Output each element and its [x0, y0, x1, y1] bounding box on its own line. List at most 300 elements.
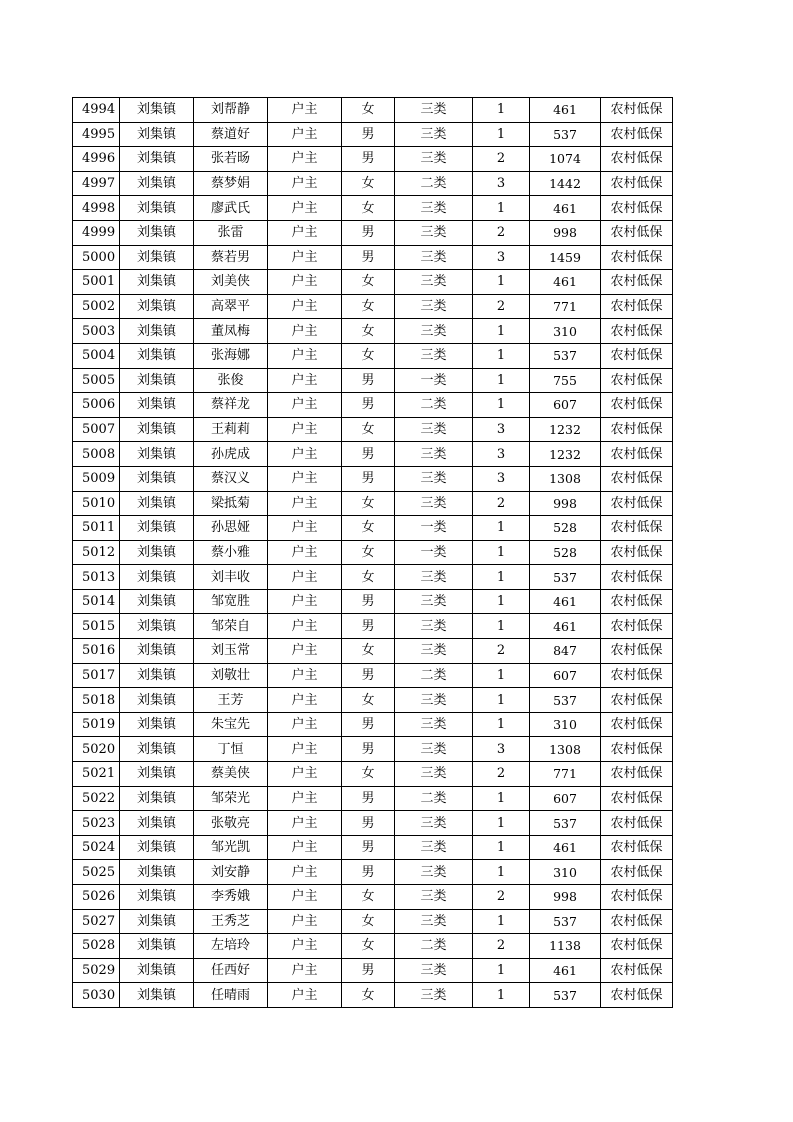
relation-cell: 户主: [268, 835, 342, 860]
category-cell: 三类: [395, 196, 473, 221]
town-cell: 刘集镇: [120, 171, 194, 196]
record-number-cell: 4999: [73, 220, 120, 245]
program-cell: 农村低保: [601, 885, 673, 910]
relation-cell: 户主: [268, 958, 342, 983]
category-cell: 三类: [395, 885, 473, 910]
category-cell: 二类: [395, 393, 473, 418]
town-cell: 刘集镇: [120, 147, 194, 172]
name-cell: 孙思娅: [194, 516, 268, 541]
town-cell: 刘集镇: [120, 663, 194, 688]
record-number-cell: 5022: [73, 786, 120, 811]
town-cell: 刘集镇: [120, 958, 194, 983]
table-row: [73, 442, 673, 467]
category-cell: 三类: [395, 417, 473, 442]
town-cell: 刘集镇: [120, 122, 194, 147]
amount-cell: 528: [530, 516, 601, 541]
table-row: [73, 762, 673, 787]
gender-cell: 女: [342, 762, 395, 787]
name-cell: 刘安静: [194, 860, 268, 885]
table-row: [73, 171, 673, 196]
program-cell: 农村低保: [601, 688, 673, 713]
program-cell: 农村低保: [601, 934, 673, 959]
table-row: [73, 343, 673, 368]
table-row: [73, 835, 673, 860]
relation-cell: 户主: [268, 393, 342, 418]
household-size-cell: 1: [473, 786, 530, 811]
name-cell: 任西好: [194, 958, 268, 983]
record-number-cell: 5000: [73, 245, 120, 270]
relation-cell: 户主: [268, 466, 342, 491]
relation-cell: 户主: [268, 589, 342, 614]
household-size-cell: 1: [473, 270, 530, 295]
household-size-cell: 1: [473, 983, 530, 1008]
household-size-cell: 1: [473, 540, 530, 565]
record-number-cell: 5026: [73, 885, 120, 910]
relation-cell: 户主: [268, 491, 342, 516]
amount-cell: 537: [530, 811, 601, 836]
name-cell: 邹光凯: [194, 835, 268, 860]
amount-cell: 847: [530, 639, 601, 664]
household-size-cell: 1: [473, 688, 530, 713]
record-number-cell: 5020: [73, 737, 120, 762]
program-cell: 农村低保: [601, 245, 673, 270]
record-number-cell: 5007: [73, 417, 120, 442]
record-number-cell: 5021: [73, 762, 120, 787]
record-number-cell: 5009: [73, 466, 120, 491]
program-cell: 农村低保: [601, 737, 673, 762]
table-row: [73, 245, 673, 270]
amount-cell: 461: [530, 614, 601, 639]
household-size-cell: 3: [473, 245, 530, 270]
household-size-cell: 2: [473, 147, 530, 172]
relation-cell: 户主: [268, 98, 342, 123]
table-row: [73, 958, 673, 983]
relation-cell: 户主: [268, 368, 342, 393]
category-cell: 一类: [395, 540, 473, 565]
relation-cell: 户主: [268, 737, 342, 762]
amount-cell: 461: [530, 196, 601, 221]
category-cell: 三类: [395, 762, 473, 787]
relation-cell: 户主: [268, 688, 342, 713]
table-row: [73, 417, 673, 442]
name-cell: 刘丰收: [194, 565, 268, 590]
program-cell: 农村低保: [601, 811, 673, 836]
town-cell: 刘集镇: [120, 565, 194, 590]
category-cell: 三类: [395, 737, 473, 762]
program-cell: 农村低保: [601, 122, 673, 147]
relation-cell: 户主: [268, 983, 342, 1008]
town-cell: 刘集镇: [120, 614, 194, 639]
relation-cell: 户主: [268, 712, 342, 737]
roster-body: [73, 98, 673, 1008]
amount-cell: 310: [530, 712, 601, 737]
household-size-cell: 3: [473, 442, 530, 467]
town-cell: 刘集镇: [120, 589, 194, 614]
category-cell: 三类: [395, 688, 473, 713]
program-cell: 农村低保: [601, 319, 673, 344]
program-cell: 农村低保: [601, 220, 673, 245]
program-cell: 农村低保: [601, 762, 673, 787]
category-cell: 三类: [395, 958, 473, 983]
table-row: [73, 540, 673, 565]
program-cell: 农村低保: [601, 294, 673, 319]
program-cell: 农村低保: [601, 589, 673, 614]
gender-cell: 女: [342, 196, 395, 221]
record-number-cell: 5027: [73, 909, 120, 934]
name-cell: 朱宝先: [194, 712, 268, 737]
gender-cell: 男: [342, 712, 395, 737]
program-cell: 农村低保: [601, 393, 673, 418]
town-cell: 刘集镇: [120, 220, 194, 245]
record-number-cell: 5014: [73, 589, 120, 614]
gender-cell: 男: [342, 245, 395, 270]
amount-cell: 1308: [530, 466, 601, 491]
relation-cell: 户主: [268, 934, 342, 959]
table-row: [73, 885, 673, 910]
relation-cell: 户主: [268, 540, 342, 565]
program-cell: 农村低保: [601, 663, 673, 688]
amount-cell: 537: [530, 688, 601, 713]
table-row: [73, 220, 673, 245]
household-size-cell: 3: [473, 466, 530, 491]
program-cell: 农村低保: [601, 270, 673, 295]
gender-cell: 女: [342, 294, 395, 319]
household-size-cell: 1: [473, 196, 530, 221]
table-row: [73, 983, 673, 1008]
record-number-cell: 5028: [73, 934, 120, 959]
household-size-cell: 1: [473, 98, 530, 123]
amount-cell: 537: [530, 565, 601, 590]
town-cell: 刘集镇: [120, 885, 194, 910]
name-cell: 左培玲: [194, 934, 268, 959]
table-row: [73, 712, 673, 737]
category-cell: 二类: [395, 663, 473, 688]
name-cell: 邹荣自: [194, 614, 268, 639]
gender-cell: 女: [342, 98, 395, 123]
table-row: [73, 688, 673, 713]
name-cell: 张若旸: [194, 147, 268, 172]
program-cell: 农村低保: [601, 368, 673, 393]
program-cell: 农村低保: [601, 196, 673, 221]
amount-cell: 461: [530, 270, 601, 295]
household-size-cell: 2: [473, 491, 530, 516]
table-row: [73, 565, 673, 590]
record-number-cell: 5011: [73, 516, 120, 541]
amount-cell: 1232: [530, 442, 601, 467]
name-cell: 刘敬壮: [194, 663, 268, 688]
table-row: [73, 294, 673, 319]
amount-cell: 998: [530, 885, 601, 910]
amount-cell: 771: [530, 294, 601, 319]
record-number-cell: 5002: [73, 294, 120, 319]
record-number-cell: 5023: [73, 811, 120, 836]
amount-cell: 1138: [530, 934, 601, 959]
amount-cell: 310: [530, 860, 601, 885]
relation-cell: 户主: [268, 614, 342, 639]
record-number-cell: 5012: [73, 540, 120, 565]
relation-cell: 户主: [268, 319, 342, 344]
amount-cell: 1074: [530, 147, 601, 172]
gender-cell: 男: [342, 614, 395, 639]
category-cell: 三类: [395, 811, 473, 836]
name-cell: 蔡美侠: [194, 762, 268, 787]
gender-cell: 女: [342, 343, 395, 368]
relation-cell: 户主: [268, 811, 342, 836]
gender-cell: 男: [342, 220, 395, 245]
name-cell: 李秀娥: [194, 885, 268, 910]
table-row: [73, 860, 673, 885]
town-cell: 刘集镇: [120, 639, 194, 664]
program-cell: 农村低保: [601, 491, 673, 516]
program-cell: 农村低保: [601, 786, 673, 811]
record-number-cell: 5010: [73, 491, 120, 516]
relation-cell: 户主: [268, 762, 342, 787]
amount-cell: 607: [530, 786, 601, 811]
name-cell: 张雷: [194, 220, 268, 245]
amount-cell: 998: [530, 220, 601, 245]
table-row: [73, 589, 673, 614]
town-cell: 刘集镇: [120, 466, 194, 491]
name-cell: 高翠平: [194, 294, 268, 319]
relation-cell: 户主: [268, 909, 342, 934]
table-row: [73, 319, 673, 344]
relation-cell: 户主: [268, 516, 342, 541]
category-cell: 三类: [395, 294, 473, 319]
relation-cell: 户主: [268, 417, 342, 442]
program-cell: 农村低保: [601, 171, 673, 196]
program-cell: 农村低保: [601, 343, 673, 368]
category-cell: 三类: [395, 589, 473, 614]
town-cell: 刘集镇: [120, 983, 194, 1008]
relation-cell: 户主: [268, 220, 342, 245]
town-cell: 刘集镇: [120, 196, 194, 221]
program-cell: 农村低保: [601, 712, 673, 737]
gender-cell: 女: [342, 885, 395, 910]
record-number-cell: 4998: [73, 196, 120, 221]
category-cell: 三类: [395, 712, 473, 737]
category-cell: 三类: [395, 491, 473, 516]
name-cell: 蔡道好: [194, 122, 268, 147]
gender-cell: 女: [342, 565, 395, 590]
name-cell: 刘帮静: [194, 98, 268, 123]
relation-cell: 户主: [268, 196, 342, 221]
gender-cell: 男: [342, 393, 395, 418]
name-cell: 蔡祥龙: [194, 393, 268, 418]
gender-cell: 女: [342, 417, 395, 442]
record-number-cell: 5001: [73, 270, 120, 295]
amount-cell: 310: [530, 319, 601, 344]
program-cell: 农村低保: [601, 147, 673, 172]
table-row: [73, 147, 673, 172]
gender-cell: 男: [342, 958, 395, 983]
household-size-cell: 1: [473, 589, 530, 614]
category-cell: 三类: [395, 270, 473, 295]
category-cell: 一类: [395, 516, 473, 541]
town-cell: 刘集镇: [120, 909, 194, 934]
category-cell: 三类: [395, 245, 473, 270]
town-cell: 刘集镇: [120, 270, 194, 295]
household-size-cell: 2: [473, 220, 530, 245]
program-cell: 农村低保: [601, 540, 673, 565]
relation-cell: 户主: [268, 565, 342, 590]
table-row: [73, 811, 673, 836]
town-cell: 刘集镇: [120, 811, 194, 836]
amount-cell: 461: [530, 835, 601, 860]
table-row: [73, 491, 673, 516]
name-cell: 张海娜: [194, 343, 268, 368]
program-cell: 农村低保: [601, 417, 673, 442]
name-cell: 刘玉常: [194, 639, 268, 664]
household-size-cell: 1: [473, 343, 530, 368]
name-cell: 蔡汉义: [194, 466, 268, 491]
gender-cell: 女: [342, 516, 395, 541]
table-row: [73, 270, 673, 295]
name-cell: 董凤梅: [194, 319, 268, 344]
table-row: [73, 368, 673, 393]
roster-table: [72, 97, 673, 1008]
relation-cell: 户主: [268, 786, 342, 811]
category-cell: 三类: [395, 147, 473, 172]
household-size-cell: 2: [473, 294, 530, 319]
town-cell: 刘集镇: [120, 442, 194, 467]
name-cell: 王莉莉: [194, 417, 268, 442]
relation-cell: 户主: [268, 663, 342, 688]
record-number-cell: 5016: [73, 639, 120, 664]
amount-cell: 1308: [530, 737, 601, 762]
amount-cell: 1442: [530, 171, 601, 196]
program-cell: 农村低保: [601, 909, 673, 934]
amount-cell: 607: [530, 663, 601, 688]
record-number-cell: 5029: [73, 958, 120, 983]
relation-cell: 户主: [268, 294, 342, 319]
gender-cell: 男: [342, 737, 395, 762]
name-cell: 蔡梦娟: [194, 171, 268, 196]
program-cell: 农村低保: [601, 860, 673, 885]
category-cell: 二类: [395, 171, 473, 196]
category-cell: 三类: [395, 860, 473, 885]
gender-cell: 女: [342, 639, 395, 664]
amount-cell: 1459: [530, 245, 601, 270]
town-cell: 刘集镇: [120, 737, 194, 762]
town-cell: 刘集镇: [120, 343, 194, 368]
gender-cell: 女: [342, 934, 395, 959]
household-size-cell: 1: [473, 319, 530, 344]
category-cell: 三类: [395, 909, 473, 934]
gender-cell: 女: [342, 983, 395, 1008]
gender-cell: 女: [342, 491, 395, 516]
relation-cell: 户主: [268, 122, 342, 147]
program-cell: 农村低保: [601, 466, 673, 491]
town-cell: 刘集镇: [120, 540, 194, 565]
gender-cell: 男: [342, 786, 395, 811]
gender-cell: 女: [342, 909, 395, 934]
category-cell: 三类: [395, 343, 473, 368]
table-row: [73, 934, 673, 959]
household-size-cell: 2: [473, 885, 530, 910]
name-cell: 廖武氏: [194, 196, 268, 221]
category-cell: 三类: [395, 565, 473, 590]
relation-cell: 户主: [268, 245, 342, 270]
record-number-cell: 5025: [73, 860, 120, 885]
town-cell: 刘集镇: [120, 712, 194, 737]
town-cell: 刘集镇: [120, 368, 194, 393]
category-cell: 三类: [395, 98, 473, 123]
gender-cell: 男: [342, 835, 395, 860]
record-number-cell: 4995: [73, 122, 120, 147]
gender-cell: 男: [342, 466, 395, 491]
town-cell: 刘集镇: [120, 786, 194, 811]
household-size-cell: 3: [473, 417, 530, 442]
amount-cell: 528: [530, 540, 601, 565]
category-cell: 三类: [395, 220, 473, 245]
amount-cell: 607: [530, 393, 601, 418]
amount-cell: 461: [530, 958, 601, 983]
record-number-cell: 5008: [73, 442, 120, 467]
relation-cell: 户主: [268, 860, 342, 885]
program-cell: 农村低保: [601, 614, 673, 639]
gender-cell: 男: [342, 860, 395, 885]
category-cell: 三类: [395, 614, 473, 639]
relation-cell: 户主: [268, 639, 342, 664]
town-cell: 刘集镇: [120, 835, 194, 860]
category-cell: 二类: [395, 934, 473, 959]
gender-cell: 女: [342, 688, 395, 713]
town-cell: 刘集镇: [120, 319, 194, 344]
name-cell: 蔡若男: [194, 245, 268, 270]
name-cell: 梁抵菊: [194, 491, 268, 516]
relation-cell: 户主: [268, 343, 342, 368]
table-row: [73, 98, 673, 123]
name-cell: 邹荣光: [194, 786, 268, 811]
amount-cell: 1232: [530, 417, 601, 442]
record-number-cell: 4994: [73, 98, 120, 123]
household-size-cell: 1: [473, 811, 530, 836]
record-number-cell: 4996: [73, 147, 120, 172]
table-row: [73, 516, 673, 541]
category-cell: 三类: [395, 122, 473, 147]
household-size-cell: 3: [473, 737, 530, 762]
gender-cell: 女: [342, 319, 395, 344]
amount-cell: 537: [530, 343, 601, 368]
name-cell: 任晴雨: [194, 983, 268, 1008]
relation-cell: 户主: [268, 885, 342, 910]
town-cell: 刘集镇: [120, 762, 194, 787]
record-number-cell: 5005: [73, 368, 120, 393]
amount-cell: 537: [530, 909, 601, 934]
gender-cell: 女: [342, 270, 395, 295]
record-number-cell: 5018: [73, 688, 120, 713]
gender-cell: 男: [342, 442, 395, 467]
household-size-cell: 1: [473, 393, 530, 418]
town-cell: 刘集镇: [120, 294, 194, 319]
record-number-cell: 5030: [73, 983, 120, 1008]
category-cell: 三类: [395, 466, 473, 491]
record-number-cell: 5024: [73, 835, 120, 860]
household-size-cell: 3: [473, 171, 530, 196]
household-size-cell: 1: [473, 958, 530, 983]
gender-cell: 男: [342, 368, 395, 393]
category-cell: 二类: [395, 786, 473, 811]
amount-cell: 998: [530, 491, 601, 516]
town-cell: 刘集镇: [120, 245, 194, 270]
household-size-cell: 1: [473, 909, 530, 934]
amount-cell: 537: [530, 983, 601, 1008]
town-cell: 刘集镇: [120, 934, 194, 959]
program-cell: 农村低保: [601, 98, 673, 123]
amount-cell: 771: [530, 762, 601, 787]
household-size-cell: 1: [473, 516, 530, 541]
name-cell: 邹宽胜: [194, 589, 268, 614]
